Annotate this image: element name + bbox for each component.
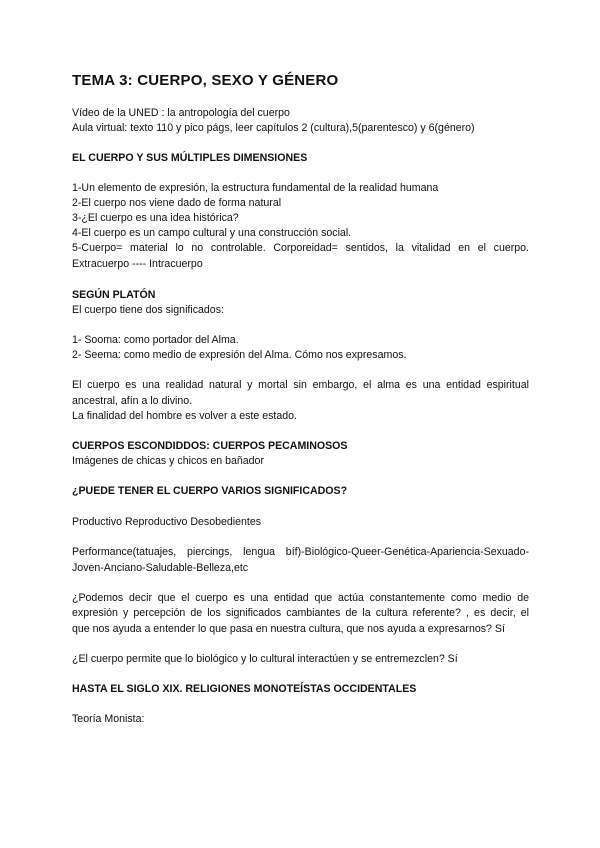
question-line: expresión y percepción de los significados cambiantes de la cultura referente? , es decir, el [72, 607, 529, 619]
list-item: 4-El cuerpo es un campo cultural y una construcción social. [72, 227, 352, 239]
list-item: 1-Un elemento de expresión, la estructura fundamental de la realidad humana [72, 182, 439, 194]
question-line: ¿Podemos decir que el cuerpo es una entidad que actúa constantemente como medio de [72, 592, 529, 604]
question-line: ¿El cuerpo permite que lo biológico y lo cultural interactúen y se entremezclen? Sí [72, 653, 458, 665]
escondidos-text: Imágenes de chicas y chicos en bañador [72, 455, 264, 467]
list-item: 2-El cuerpo nos viene dado de forma natural [72, 197, 282, 209]
section-heading-dimensiones: EL CUERPO Y SUS MÚLTIPLES DIMENSIONES [72, 152, 308, 164]
list-item: 3-¿El cuerpo es una idea histórica? [72, 212, 239, 224]
question-line: que nos ayuda a entender lo que pasa en nuestra cultura, que nos ayuda a expresarnos? Sí [72, 623, 505, 635]
intro-line-video: Vídeo de la UNED : la antropología del cuerpo [72, 107, 290, 119]
intro-line-aula: Aula virtual: texto 110 y pico págs, leer capítulos 2 (cultura),5(parentesco) y 6(género) [72, 122, 475, 134]
teoria-monista-text: Teoría Monista: [72, 713, 145, 725]
performance-line: Performance(tatuajes, piercings, lengua bíf)-Biológico-Queer-Genética-Apariencia-Sexuado- [72, 546, 529, 558]
section-heading-platon: SEGÚN PLATÓN [72, 289, 156, 301]
section-heading-significados: ¿PUEDE TENER EL CUERPO VARIOS SIGNIFICADOS? [72, 485, 348, 497]
document-title: TEMA 3: CUERPO, SEXO Y GÉNERO [72, 72, 339, 89]
list-item: 1- Sooma: como portador del Alma. [72, 334, 239, 346]
platon-intro: El cuerpo tiene dos significados: [72, 304, 224, 316]
platon-paragraph-line: La finalidad del hombre es volver a este estado. [72, 410, 297, 422]
performance-line: Joven-Anciano-Saludable-Belleza,etc [72, 562, 249, 574]
significados-line: Productivo Reproductivo Desobedientes [72, 516, 262, 528]
section-heading-escondidos: CUERPOS ESCONDIDDOS: CUERPOS PECAMINOSOS [72, 440, 348, 452]
list-item: Extracuerpo ---- Intracuerpo [72, 258, 203, 270]
section-heading-siglo-xix: HASTA EL SIGLO XIX. RELIGIONES MONOTEÍSTAS OCCIDENTALES [72, 683, 417, 695]
list-item: 5-Cuerpo= material lo no controlable. Corporeidad= sentidos, la vitalidad en el cuerpo. [72, 242, 529, 254]
platon-paragraph-line: El cuerpo es una realidad natural y mortal sin embargo, el alma es una entidad espiritual [72, 379, 529, 391]
platon-paragraph-line: ancestral, afín a lo divino. [72, 395, 193, 407]
list-item: 2- Seema: como medio de expresión del Alma. Cómo nos expresamos. [72, 349, 407, 361]
